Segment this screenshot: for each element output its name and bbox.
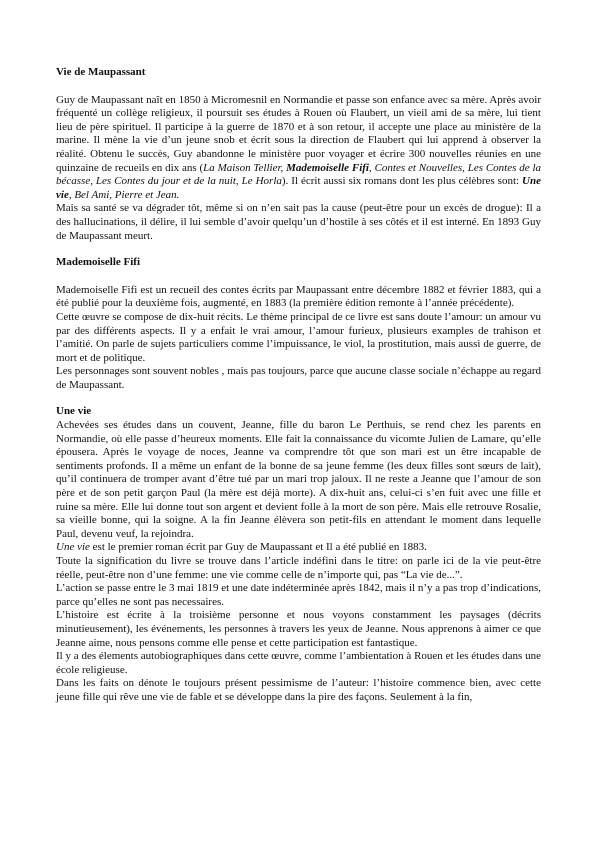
paragraph-une-vie-4: L’action se passe entre le 3 mai 1819 et une date indéterminée après 1842, mais il n’y a pas trop d’indications, parce qu’elles ne sont pas necessaires. xyxy=(56,582,541,608)
text-run: ). Il écrit aussi six romans dont les plus célèbres sont: xyxy=(281,175,523,188)
paragraph-une-vie-2 xyxy=(56,541,541,555)
paragraph-une-vie-5: L’histoire est écrite à la troisième personne et nous voyons constamment les paysages (décrits minutieusement), les événements, les personnes à travers les yeux de Jeanne. Nous apprenons à aimer ce que Jeanne aime, nous pensons comme elle pense et cette participation est fantastique. xyxy=(56,609,541,649)
section-heading-une-vie: Une vie xyxy=(56,405,92,418)
paragraph-fifi-3: Les personnages sont souvent nobles , mais pas toujours, parce que aucune classe sociale n’échappe au regard de Maupassant. xyxy=(56,365,541,391)
text-run: Guy de Maupassant naît en 1850 à Micromesnil en Normandie et passe son enfance avec sa mère. Après avoir fréquenté un collège religieux, il poursuit ses études à Rouen où Flaubert, un vieil ami de sa mère, lui tient lieu de père spirituel. Il participe à la guerre de 1870 et à son retour, il accepte une place au ministère de la marine. Il mène la vie d’un jeune snob et écrit sous la direction de Flaubert qui lui apprend à observer la réalité. Obtenu le succès, Guy abandonne le ministère puor voyager et écrire 300 nouvelles réunies en une quinzaine de recueils en dix ans ( xyxy=(56,93,541,174)
paragraph-une-vie-7: Dans les faits on dénote le toujours présent pessimisme de l’auteur: l’histoire commence bien, avec cette jeune fille qui rêve une vie de fable et se développe dans la pire des façons. Seulement à la fin, xyxy=(56,677,541,703)
paragraph-une-vie-1: Achevées ses études dans un couvent, Jeanne, fille du baron Le Perthuis, se rend chez les parents en Normandie, où elle passe d’heureux moments. Elle fait la connaissance du vicomte Julien de Lamare, qu’elle épousera. Après le voyage de noces, Jeanne va comprendre tôt que son mari est un être incapable de sentiments profonds. Il a même un enfant de la bonne de sa jeune femme (les deux filles sont sœurs de lait), qu’il continuera de tromper avant d’être tué par un mari trop jaloux. Il ne reste a Jeanne que l’amour de son père et de son petit garçon Paul (la mère est déjà morte). A dix-huit ans, celui-ci s’en fuit avec une fille et ruine sa mère. Elle lui donne tout son argent et devient folle à la mort de son père. Mais elle retrouve Rosalie, sa vieille bonne, qui la soigne. A la fin Jeanne élèvera son petit-fils en attendant le moment dans lequelle Paul, devenu veuf, la rejoindra. xyxy=(56,419,541,540)
section-heading-fifi: Mademoiselle Fifi xyxy=(56,256,141,269)
bold-italic-title-run: Une vie xyxy=(56,175,541,201)
paragraph-vie-2: Mais sa santé se va dégrader tôt, même si on n’en sait pas la cause (peut-être pour un excès de drogue): Il a des hallucinations, il délire, il lui semble d’avoir quelqu’un d’hostile à ses côtés et il est interné. En 1893 Guy de Maupassant meurt. xyxy=(56,202,541,242)
section-heading-vie: Vie de Maupassant xyxy=(56,66,146,78)
paragraph-vie-1 xyxy=(56,94,541,203)
paragraph-fifi-2: Cette œuvre se compose de dix-huit récits. Le thème principal de ce livre est sans doute l’amour: un amour vu par des différents aspects. Il y a enfait le vrai amour, l’amour furieux, plusieurs examples de trahison et l’amitié. On parle de sujets particuliers comme l’impuissance, le viol, la prostitution, mais aussi de guerre, de mort et de politique. xyxy=(56,310,541,364)
italic-title-run: , Bel Ami, Pierre et Jean. xyxy=(68,188,180,201)
bold-italic-title-run: Mademoiselle Fifi xyxy=(286,161,369,174)
document-page xyxy=(56,66,541,705)
italic-title-run: Une vie xyxy=(56,541,90,554)
paragraph-une-vie-6: Il y a des élements autobiographiques dans cette œuvre, comme l’ambientation à Rouen et les études dans une école religieuse. xyxy=(56,650,541,676)
text-run: est le premier roman écrit par Guy de Maupassant et Il a été publié en 1883. xyxy=(89,541,427,554)
paragraph-fifi-1: Mademoiselle Fifi est un recueil des contes écrits par Maupassant entre décembre 1882 et février 1883, qui a été publié pour la deuxième fois, augmenté, en 1883 (la première édition remonte à l’année précédente). xyxy=(56,283,541,310)
italic-title-run: , Contes et Nouvelles, Les Contes de la bécasse, Les Contes du jour et de la nuit, Le Horla xyxy=(56,161,541,188)
paragraph-une-vie-3: Toute la signification du livre se trouve dans l’article indéfini dans le titre: on parle ici de la vie peut-être réelle, peut-être non d’une femme: une vie comme celle de n’importe qui, pas “La vie de...”. xyxy=(56,555,541,581)
italic-title-run: La Maison Tellier, xyxy=(203,161,287,174)
